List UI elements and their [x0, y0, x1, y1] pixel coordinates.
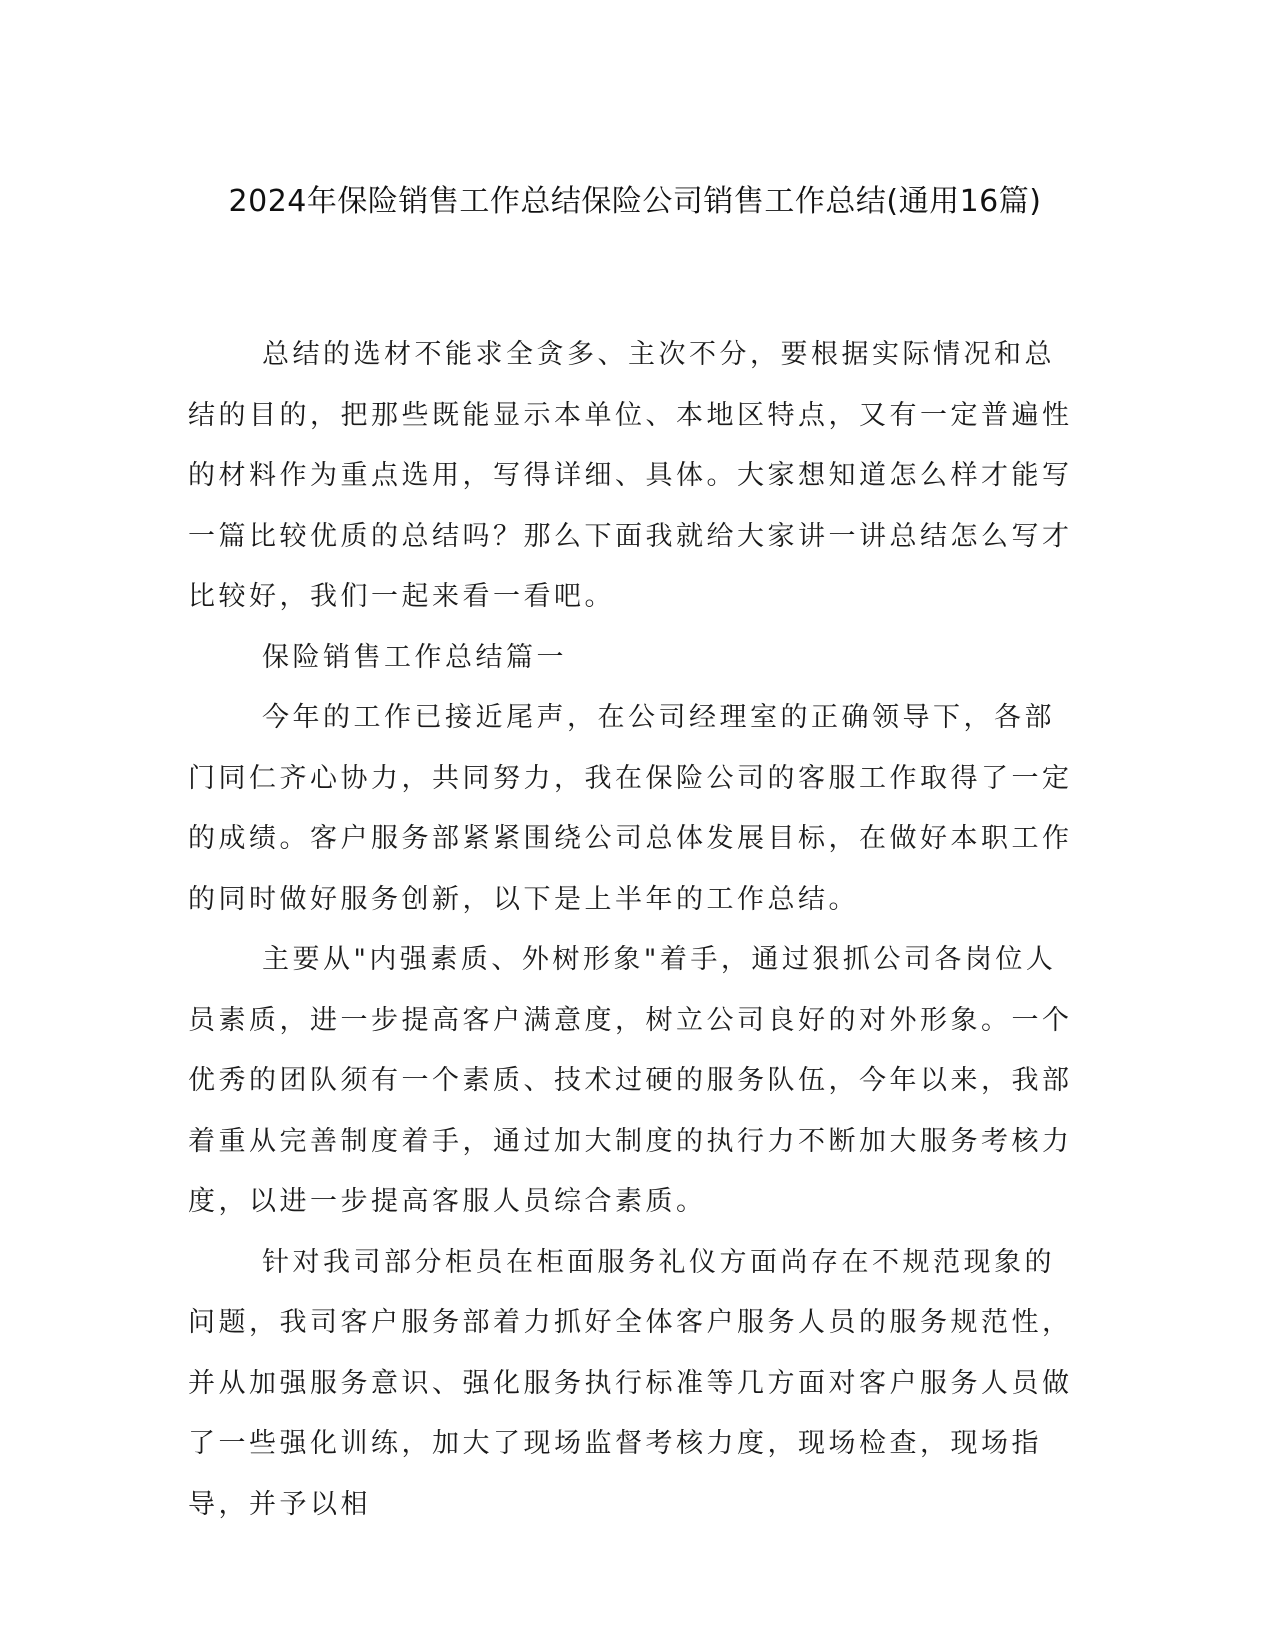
paragraph-3: 针对我司部分柜员在柜面服务礼仪方面尚存在不规范现象的问题，我司客户服务部着力抓好全体客户服务人员的服务规范性，并从加强服务意识、强化服务执行标准等几方面对客户服务人员做了一些强化训练，加大了现场监督考核力度，现场检查，现场指导，并予以相 — [188, 1246, 1073, 1520]
document-body — [188, 325, 1080, 1535]
paragraph-intro: 总结的选材不能求全贪多、主次不分，要根据实际情况和总结的目的，把那些既能显示本单位、本地区特点，又有一定普遍性的材料作为重点选用，写得详细、具体。大家想知道怎么样才能写一篇比较优质的总结吗？那么下面我就给大家讲一讲总结怎么写才比较好，我们一起来看一看吧。 — [188, 339, 1073, 612]
document-title: 2024年保险销售工作总结保险公司销售工作总结(通用16篇) — [228, 184, 1042, 219]
paragraph-2: 主要从"内强素质、外树形象"着手，通过狠抓公司各岗位人员素质，进一步提高客户满意度，树立公司良好的对外形象。一个优秀的团队须有一个素质、技术过硬的服务队伍，今年以来，我部着重从完善制度着手，通过加大制度的执行力不断加大服务考核力度，以进一步提高客服人员综合素质。 — [188, 944, 1073, 1217]
paragraph-1: 今年的工作已接近尾声，在公司经理室的正确领导下，各部门同仁齐心协力，共同努力，我在保险公司的客服工作取得了一定的成绩。客户服务部紧紧围绕公司总体发展目标，在做好本职工作的同时做好服务创新，以下是上半年的工作总结。 — [188, 702, 1073, 915]
section-heading: 保险销售工作总结篇一 — [262, 641, 567, 673]
